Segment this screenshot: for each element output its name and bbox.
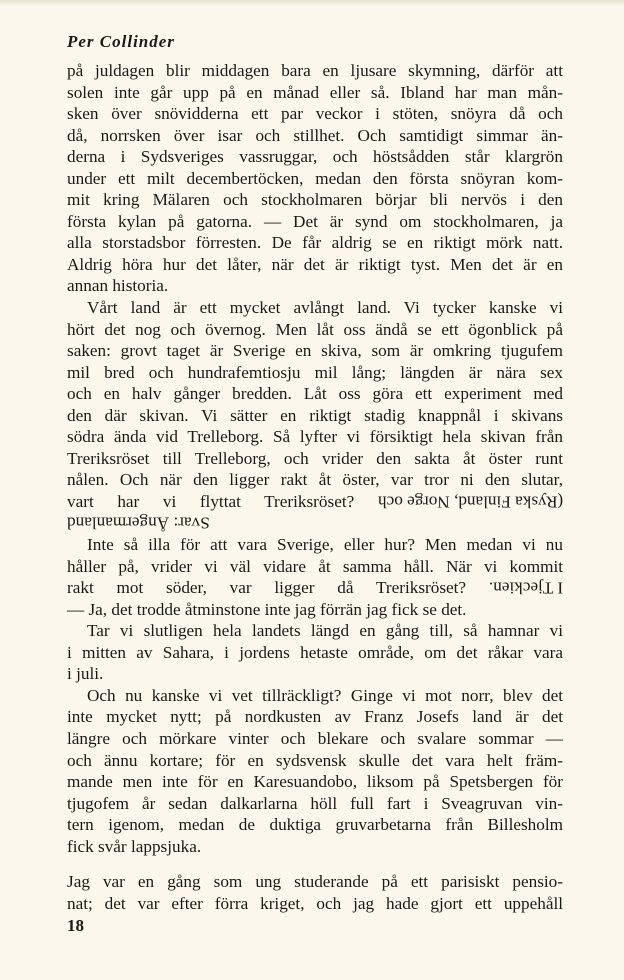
text-line: annan historia. [67, 276, 169, 296]
text-line: derna i Sydsveriges vassruggar, och höstsådden står klargrön [67, 147, 563, 167]
text-fragment: vart har vi flyttat Treriksröset? [67, 491, 355, 511]
text-line: håller på, vrider vi väl vidare åt samma håll. När vi kommit [67, 556, 563, 576]
section-gap [67, 857, 563, 871]
text-line: på juldagen blir middagen bara en ljusare skymning, därför att [67, 61, 563, 80]
text-line: inte mycket nytt; på nordkusten av Franz Josefs land är det [67, 707, 563, 727]
upside-down-answer: I Tjeckien. [488, 578, 564, 598]
running-header: Per Collinder [67, 32, 175, 51]
text-line: nålen. Och när den ligger rakt åt öster, var tror ni den slutar, [67, 470, 563, 490]
text-line: alla storstadsbor förresten. De får aldrig se en riktigt mörk natt. [67, 233, 563, 253]
text-line: hört det nog och övernog. Men låt oss ändå se ett ögonblick på [67, 319, 563, 339]
text-line: mit kring Mälaren och stockholmaren börjar bli nervös i den [67, 190, 563, 210]
text-line: södra ända vid Trelleborg. Så lyfter vi försiktigt hela skivan från [67, 427, 563, 447]
text-line: längre och mörkare vinter och blekare och svalare sommar — [67, 728, 563, 748]
text-line: och ännu kortare; för en sydsvensk skulle det vara helt främ- [67, 750, 563, 770]
text-line: i juli. [67, 664, 104, 684]
text-line: den där skivan. Vi sätter en riktigt stadig knappnål i skivans [67, 405, 563, 425]
text-line: nat; det var efter förra kriget, och jag hade gjort ett uppehåll [67, 893, 563, 913]
text-line [67, 512, 563, 534]
text-line: Aldrig höra hur det låter, när det är riktigt tyst. Men det är en [67, 254, 563, 274]
text-fragment: rakt mot söder, var ligger då Treriksröset? [67, 578, 467, 598]
text-line: under ett milt decembertöcken, medan den första snöyran kom- [67, 168, 563, 188]
text-line: första kylan på gatorna. — Det är synd om stockholmaren, ja [67, 211, 563, 231]
text-line: och en halv gånger bredden. Låt oss göra ett experiment med [67, 384, 563, 404]
text-line: tern igenom, medan de duktiga gruvarbetarna från Billesholm [67, 815, 563, 835]
text-line: fick svår lappsjuka. [67, 836, 202, 856]
text-line: — Ja, det trodde åtminstone inte jag förrän jag fick se det. [67, 599, 467, 619]
page-edge [0, 0, 624, 6]
text-line: tjugofem år sedan dalkarlarna höll full fart i Sveagruvan vin- [67, 793, 563, 813]
text-line [67, 491, 563, 513]
text-line: mil bred och hundrafemtiosju mil lång; längden är nära sex [67, 362, 563, 382]
text-line: solen inte går upp på en månad eller så. Ibland har man mån- [67, 82, 563, 102]
upside-down-answer: Svar: Ångermanland [67, 514, 210, 534]
body-text [67, 60, 563, 914]
text-line: Jag var en gång som ung studerande på ett parisiskt pensio- [67, 872, 563, 892]
text-line: saken: grovt taget är Sverige en skiva, som är omkring tjugufem [67, 341, 563, 361]
text-line: sken över snövidderna ett par veckor i stöten, snöyra då och [67, 104, 563, 124]
upside-down-answer: (Ryska Finland, Norge och [377, 492, 564, 512]
text-line: Och nu kanske vi vet tillräckligt? Ginge vi mot norr, blev det [87, 685, 563, 705]
text-line: Tar vi slutligen hela landets längd en gång till, så hamnar vi [87, 621, 563, 641]
text-line: Treriksröset till Trelleborg, och vrider den sakta åt öster runt [67, 448, 563, 468]
text-line: i mitten av Sahara, i jordens hetaste område, om det råkar vara [67, 642, 563, 662]
text-line: Inte så illa för att vara Sverige, eller hur? Men medan vi nu [87, 535, 563, 555]
text-line: Vårt land är ett mycket avlångt land. Vi tycker kanske vi [87, 298, 563, 318]
text-line: då, norrsken över isar och stillhet. Och samtidigt simmar än- [67, 125, 563, 145]
text-line: mande men inte för en Karesuandobo, liksom på Spetsbergen för [67, 772, 563, 792]
text-line [67, 577, 563, 599]
page-number: 18 [67, 916, 84, 935]
